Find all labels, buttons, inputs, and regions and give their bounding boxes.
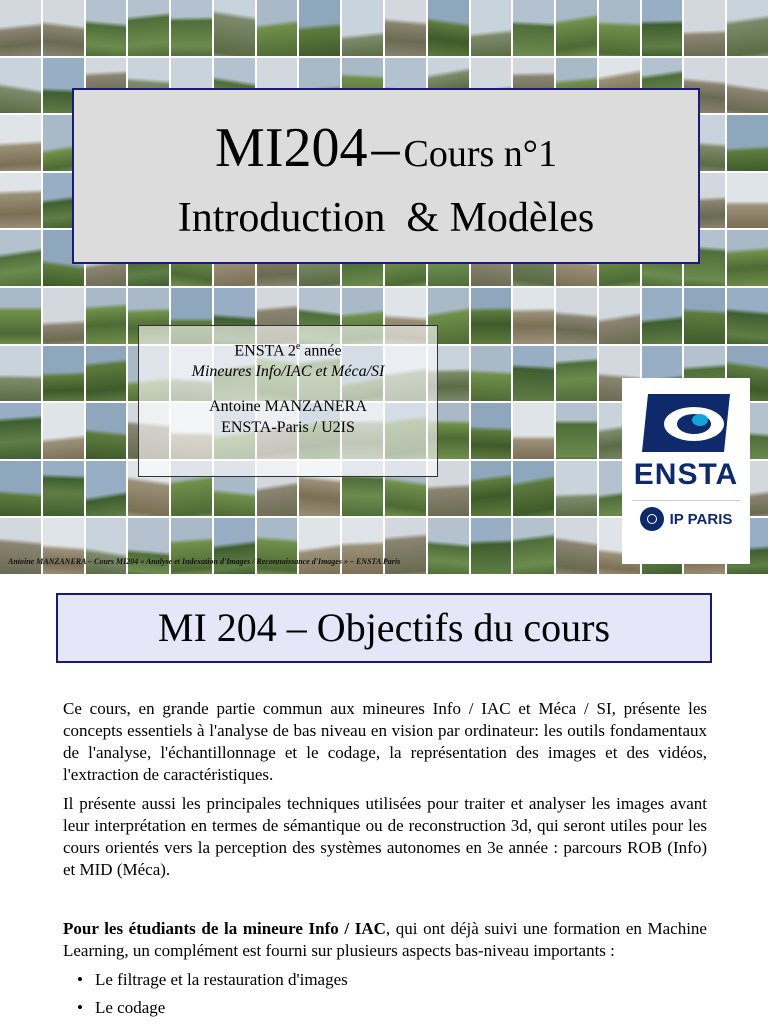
mosaic-photo-tile — [727, 0, 768, 56]
topics-list — [63, 969, 707, 1019]
mosaic-photo-tile — [556, 288, 597, 344]
mosaic-photo-tile — [727, 230, 768, 286]
mosaic-photo-tile — [471, 0, 512, 56]
author-affiliation: ENSTA-Paris / U2IS — [221, 419, 355, 437]
mosaic-photo-tile — [0, 461, 41, 517]
paragraph-2: Il présente aussi les principales techniques utilisées pour traiter et analyser les images avant leur interprétation en termes de sémantique ou de reconstruction 3d, qui seront utiles pour les cours orientés vers la perception des systèmes autonomes en 3e année : parcours ROB (Info) et MID (Méca). — [63, 794, 707, 879]
mosaic-photo-tile — [43, 403, 84, 459]
mosaic-photo-tile — [43, 461, 84, 517]
course-code: MI204 — [215, 117, 368, 179]
mosaic-photo-tile — [86, 403, 127, 459]
mosaic-photo-tile — [43, 346, 84, 402]
mosaic-photo-tile — [513, 461, 554, 517]
mosaic-photo-tile — [727, 115, 768, 171]
title-box — [72, 88, 700, 264]
mosaic-photo-tile — [556, 0, 597, 56]
mosaic-photo-tile — [0, 230, 41, 286]
objectives-title: MI 204 – Objectifs du cours — [56, 593, 712, 663]
mosaic-photo-tile — [513, 0, 554, 56]
mosaic-photo-tile — [471, 461, 512, 517]
mosaic-photo-tile — [428, 0, 469, 56]
mosaic-photo-tile — [128, 0, 169, 56]
mosaic-photo-tile — [684, 288, 725, 344]
mosaic-photo-tile — [727, 288, 768, 344]
mosaic-photo-tile — [214, 0, 255, 56]
mosaic-photo-tile — [86, 288, 127, 344]
ensta-logo — [622, 378, 750, 564]
mosaic-photo-tile — [599, 288, 640, 344]
author-box — [138, 325, 438, 477]
mosaic-photo-tile — [556, 461, 597, 517]
title-line-1 — [74, 118, 698, 192]
mosaic-photo-tile — [86, 0, 127, 56]
mosaic-photo-tile — [0, 58, 41, 114]
paragraph-3 — [63, 918, 707, 962]
mosaic-photo-tile — [257, 0, 298, 56]
mosaic-photo-tile — [342, 0, 383, 56]
mosaic-photo-tile — [0, 288, 41, 344]
mosaic-photo-tile — [0, 403, 41, 459]
paragraph-3-rest: , qui ont déjà suivi une formation en Machine Learning, un complément est fourni sur plusieurs aspects bas-niveau importants : — [63, 919, 707, 960]
mosaic-photo-tile — [642, 0, 683, 56]
mosaic-photo-tile — [0, 346, 41, 402]
author-name: Antoine MANZANERA — [209, 398, 367, 416]
ip-paris-lockup — [622, 507, 750, 531]
objectives-slide — [0, 574, 768, 1024]
list-item: • Le codage — [77, 997, 707, 1019]
mosaic-photo-tile — [556, 518, 597, 574]
mosaic-photo-tile — [471, 403, 512, 459]
paragraph-1: Ce cours, en grande partie commun aux mineures Info / IAC et Méca / SI, présente les concepts essentiels à l'analyse de bas niveau en vision par ordinateur: les outils fondamentaux de l'analyse, l'échantillonnage et le codage, la représentation des images et des vidéos, l'extraction de caractéristiques. — [63, 699, 707, 784]
mosaic-photo-tile — [0, 0, 41, 56]
mosaic-photo-tile — [556, 346, 597, 402]
lecture-number: Cours n°1 — [403, 133, 557, 175]
mosaic-photo-tile — [0, 115, 41, 171]
mosaic-photo-tile — [513, 518, 554, 574]
minors-line: Mineures Info/IAC et Méca/SI — [191, 363, 385, 381]
mosaic-photo-tile — [556, 403, 597, 459]
mosaic-photo-tile — [0, 173, 41, 229]
mosaic-photo-tile — [299, 0, 340, 56]
mosaic-photo-tile — [727, 58, 768, 114]
mosaic-photo-tile — [642, 288, 683, 344]
list-item: • Le filtrage et la restauration d'images — [77, 969, 707, 991]
mosaic-photo-tile — [727, 173, 768, 229]
mosaic-photo-tile — [599, 0, 640, 56]
school-year: ENSTA 2e année — [234, 341, 342, 360]
objectives-body — [63, 698, 707, 1025]
mosaic-photo-tile — [513, 403, 554, 459]
mosaic-photo-tile — [513, 288, 554, 344]
logo-brand-text: ENSTA — [633, 458, 739, 491]
mosaic-photo-tile — [43, 288, 84, 344]
mosaic-photo-tile — [471, 288, 512, 344]
lecture-title: Introduction & Modèles — [177, 195, 595, 241]
ip-paris-text: IP PARIS — [669, 510, 733, 528]
paragraph-3-bold: Pour les étudiants de la mineure Info / IAC — [63, 919, 386, 938]
ip-paris-seal-icon — [640, 507, 664, 531]
slide-footer: Antoine MANZANERA – Cours MI204 « Analyse et Indexation d'Images / Reconnaissance d'Images » – ENSTA Paris — [8, 557, 401, 566]
mosaic-photo-tile — [513, 346, 554, 402]
mosaic-photo-tile — [684, 0, 725, 56]
mosaic-photo-tile — [86, 461, 127, 517]
mosaic-photo-tile — [86, 346, 127, 402]
title-dash: – — [371, 117, 400, 179]
mosaic-photo-tile — [43, 0, 84, 56]
mosaic-photo-tile — [471, 518, 512, 574]
mosaic-photo-tile — [428, 518, 469, 574]
mosaic-photo-tile — [385, 0, 426, 56]
ensta-emblem-icon — [638, 390, 734, 456]
mosaic-photo-tile — [471, 346, 512, 402]
mosaic-photo-tile — [171, 0, 212, 56]
